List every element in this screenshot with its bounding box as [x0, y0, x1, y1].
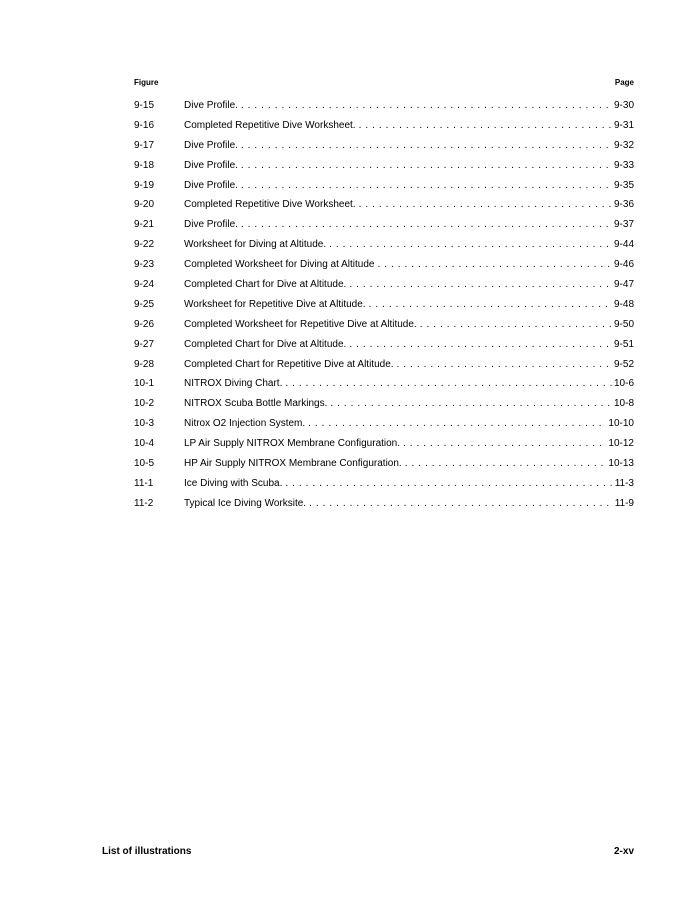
- column-header: [134, 78, 634, 92]
- entry-line: [184, 259, 634, 271]
- page-reference: 9-31: [613, 119, 634, 131]
- toc-entry: [134, 498, 634, 518]
- page-reference: 11-3: [614, 477, 634, 489]
- toc-entry: [134, 120, 634, 140]
- page-reference: 10-8: [613, 398, 634, 410]
- figure-number: 9-26: [134, 318, 155, 330]
- entry-line: [184, 160, 634, 172]
- dot-leader: [241, 180, 612, 192]
- entry-line: [184, 378, 634, 390]
- toc-entry: [134, 180, 634, 200]
- figure-number: 11-1: [134, 477, 154, 489]
- figure-title: Worksheet for Diving at Altitude.: [184, 239, 327, 251]
- figure-title: Completed Chart for Dive at Altitude.: [184, 279, 347, 291]
- figure-number: 9-27: [134, 338, 155, 350]
- entry-line: [184, 478, 634, 490]
- toc-entry: [134, 438, 634, 458]
- toc-entry: [134, 239, 634, 259]
- page-reference: 10-12: [608, 438, 634, 450]
- entry-line: [184, 458, 634, 470]
- figure-title: Completed Repetitive Dive Worksheet.: [184, 199, 356, 211]
- illustrations-list: [134, 100, 634, 518]
- page-reference: 9-35: [613, 179, 634, 191]
- page-reference: 9-33: [613, 159, 634, 171]
- figure-title: NITROX Scuba Bottle Markings.: [184, 398, 328, 410]
- toc-entry: [134, 398, 634, 418]
- entry-line: [184, 359, 634, 371]
- page-column-label: Page: [614, 78, 634, 87]
- figure-number: 9-16: [134, 119, 155, 131]
- page-reference: 10-10: [608, 418, 634, 430]
- page-footer: [102, 846, 634, 860]
- figure-number: 9-23: [134, 259, 155, 271]
- entry-line: [184, 398, 634, 410]
- page-reference: 9-37: [613, 219, 634, 231]
- toc-entry: [134, 319, 634, 339]
- entry-line: [184, 140, 634, 152]
- entry-line: [184, 418, 634, 430]
- dot-leader: [377, 259, 612, 271]
- figure-title: Dive Profile.: [184, 159, 238, 171]
- toc-entry: [134, 140, 634, 160]
- figure-title: Completed Chart for Repetitive Dive at Altitude.: [184, 358, 394, 370]
- figure-number: 9-17: [134, 139, 155, 151]
- figure-title: Ice Diving with Scuba.: [184, 477, 283, 489]
- dot-leader: [241, 100, 612, 112]
- figure-number: 9-24: [134, 279, 155, 291]
- page-reference: 9-44: [613, 239, 634, 251]
- dot-leader: [241, 219, 612, 231]
- figure-title: Dive Profile.: [184, 100, 238, 111]
- figure-title: Nitrox O2 Injection System.: [184, 418, 306, 430]
- figure-number: 9-19: [134, 179, 155, 191]
- dot-leader: [330, 398, 612, 410]
- dot-leader: [329, 239, 612, 251]
- dot-leader: [359, 199, 612, 211]
- figure-number: 10-1: [134, 378, 155, 390]
- figure-number: 9-25: [134, 298, 155, 310]
- dot-leader: [420, 319, 612, 331]
- figure-title: Completed Worksheet for Repetitive Dive at Altitude.: [184, 318, 417, 330]
- entry-line: [184, 438, 634, 450]
- figure-title: Dive Profile.: [184, 139, 238, 151]
- dot-leader: [369, 299, 612, 311]
- figure-title: HP Air Supply NITROX Membrane Configuration.: [184, 458, 402, 470]
- page-reference: 9-51: [613, 338, 634, 350]
- entry-line: [184, 339, 634, 351]
- toc-entry: [134, 299, 634, 319]
- page-reference: 9-36: [613, 199, 634, 211]
- footer-section-title: List of illustrations: [102, 846, 192, 857]
- entry-line: [184, 319, 634, 331]
- toc-entry: [134, 378, 634, 398]
- dot-leader: [349, 339, 612, 351]
- toc-entry: [134, 199, 634, 219]
- entry-line: [184, 498, 634, 510]
- figure-title: NITROX Diving Chart.: [184, 378, 283, 390]
- dot-leader: [241, 160, 612, 172]
- toc-entry: [134, 219, 634, 239]
- entry-line: [184, 120, 634, 132]
- dot-leader: [241, 140, 612, 152]
- toc-entry: [134, 458, 634, 478]
- page-reference: 9-46: [613, 259, 634, 271]
- dot-leader: [308, 418, 606, 430]
- page-reference: 9-48: [613, 298, 634, 310]
- entry-line: [184, 180, 634, 192]
- toc-entry: [134, 259, 634, 279]
- figure-title: LP Air Supply NITROX Membrane Configuration.: [184, 438, 401, 450]
- dot-leader: [285, 478, 612, 490]
- page-reference: 9-52: [613, 358, 634, 370]
- figure-number: 10-5: [134, 458, 155, 470]
- figure-number: 10-2: [134, 398, 155, 410]
- dot-leader: [285, 378, 612, 390]
- figure-title: Completed Worksheet for Diving at Altitude: [184, 259, 375, 271]
- dot-leader: [405, 458, 607, 470]
- page-reference: 9-47: [613, 279, 634, 291]
- entry-line: [184, 239, 634, 251]
- page-reference: 10-6: [613, 378, 634, 390]
- dot-leader: [309, 498, 613, 510]
- page-reference: 9-30: [613, 100, 634, 111]
- figure-column-label: Figure: [134, 78, 159, 87]
- footer-page-number: 2-xv: [613, 846, 634, 857]
- figure-number: 10-4: [134, 438, 155, 450]
- entry-line: [184, 199, 634, 211]
- toc-entry: [134, 100, 634, 120]
- entry-line: [184, 219, 634, 231]
- figure-title: Worksheet for Repetitive Dive at Altitude.: [184, 298, 366, 310]
- figure-title: Dive Profile.: [184, 179, 238, 191]
- toc-entry: [134, 339, 634, 359]
- figure-title: Completed Chart for Dive at Altitude.: [184, 338, 347, 350]
- figure-number: 9-20: [134, 199, 155, 211]
- figure-number: 11-2: [134, 497, 154, 509]
- toc-entry: [134, 160, 634, 180]
- dot-leader: [397, 359, 612, 371]
- page-reference: 9-50: [613, 318, 634, 330]
- figure-title: Completed Repetitive Dive Worksheet.: [184, 119, 356, 131]
- entry-line: [184, 100, 634, 112]
- figure-title: Dive Profile.: [184, 219, 238, 231]
- page-reference: 11-9: [614, 497, 634, 509]
- figure-number: 9-21: [134, 219, 155, 231]
- figure-title: Typical Ice Diving Worksite.: [184, 497, 307, 509]
- page-reference: 10-13: [608, 458, 634, 470]
- entry-line: [184, 299, 634, 311]
- toc-entry: [134, 418, 634, 438]
- toc-entry: [134, 359, 634, 379]
- figure-number: 10-3: [134, 418, 155, 430]
- figure-number: 9-15: [134, 100, 155, 111]
- figure-number: 9-28: [134, 358, 155, 370]
- figure-number: 9-22: [134, 239, 155, 251]
- entry-line: [184, 279, 634, 291]
- dot-leader: [359, 120, 612, 132]
- toc-entry: [134, 478, 634, 498]
- figure-number: 9-18: [134, 159, 155, 171]
- dot-leader: [403, 438, 606, 450]
- dot-leader: [349, 279, 612, 291]
- toc-entry: [134, 279, 634, 299]
- page-reference: 9-32: [613, 139, 634, 151]
